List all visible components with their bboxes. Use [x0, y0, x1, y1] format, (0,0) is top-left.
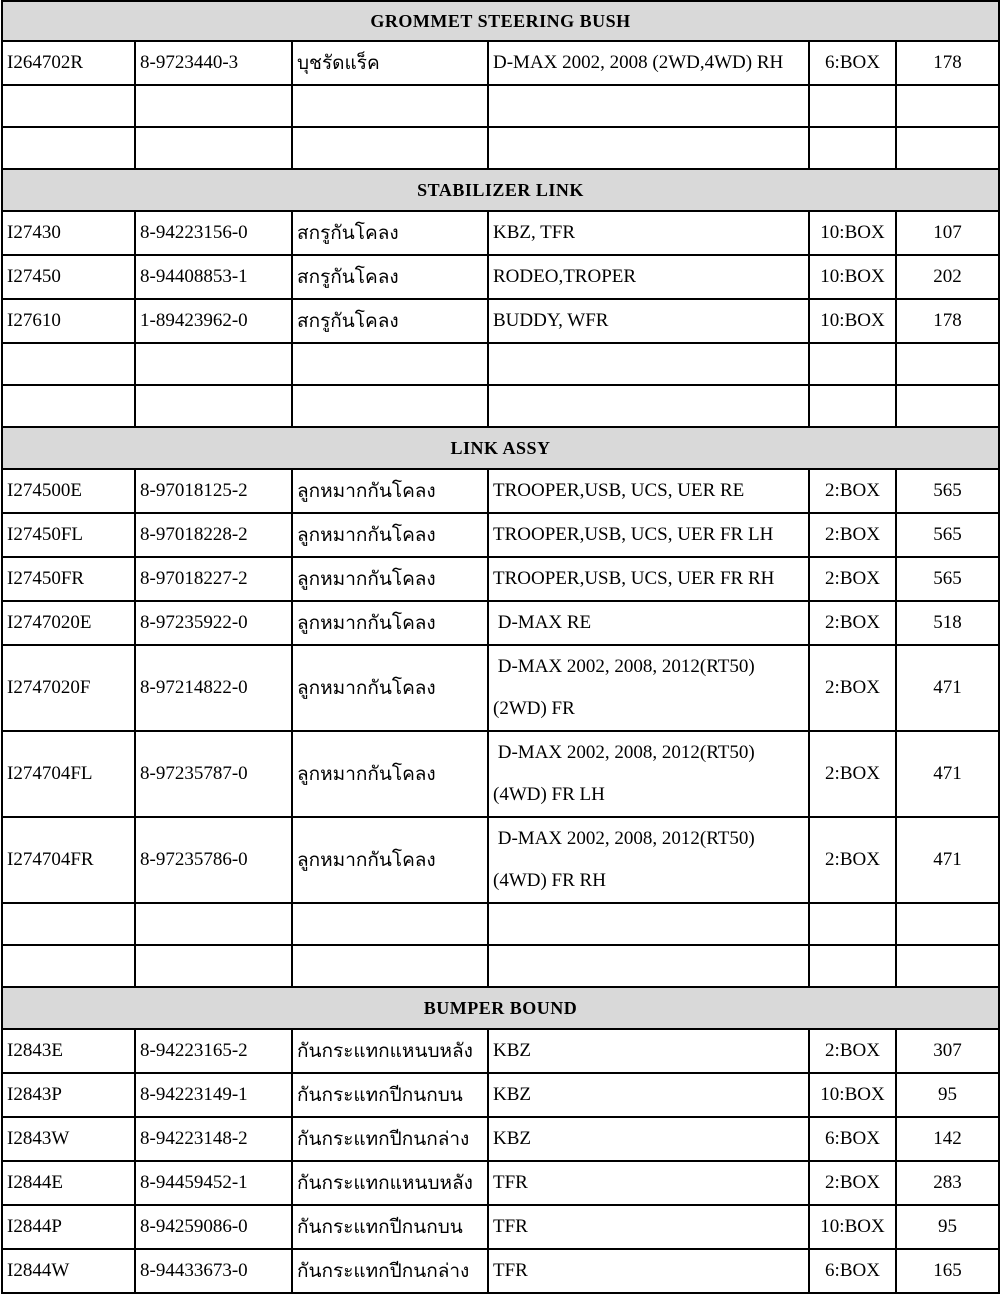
pack-quantity: 10:BOX [809, 211, 896, 255]
part-number [135, 385, 292, 427]
table-row [2, 299, 999, 343]
part-number: 8-94223148-2 [135, 1117, 292, 1161]
part-code [2, 127, 135, 169]
part-code: I2843W [2, 1117, 135, 1161]
pack-quantity [809, 343, 896, 385]
part-name-thai: กันกระแทกปีกนกล่าง [292, 1249, 488, 1293]
part-number: 8-94223149-1 [135, 1073, 292, 1117]
part-name-thai: ลูกหมากกันโคลง [292, 557, 488, 601]
table-row [2, 1205, 999, 1249]
pack-quantity: 2:BOX [809, 557, 896, 601]
section-header-row [2, 1, 999, 41]
part-code: I274500E [2, 469, 135, 513]
table-row [2, 41, 999, 85]
unit-price [896, 343, 999, 385]
pack-quantity: 6:BOX [809, 1117, 896, 1161]
unit-price: 565 [896, 513, 999, 557]
part-number [135, 903, 292, 945]
part-name-thai [292, 343, 488, 385]
part-code: I2843E [2, 1029, 135, 1073]
pack-quantity: 2:BOX [809, 817, 896, 903]
pack-quantity: 2:BOX [809, 731, 896, 817]
part-name-thai [292, 127, 488, 169]
vehicle-model-line: TFR [493, 1216, 528, 1237]
vehicle-model [488, 557, 809, 601]
part-number: 8-94223165-2 [135, 1029, 292, 1073]
pack-quantity: 6:BOX [809, 41, 896, 85]
vehicle-model [488, 513, 809, 557]
unit-price: 107 [896, 211, 999, 255]
part-code: I2844P [2, 1205, 135, 1249]
vehicle-model [488, 211, 809, 255]
part-name-thai: บุชรัดแร็ค [292, 41, 488, 85]
vehicle-model [488, 903, 809, 945]
part-number [135, 343, 292, 385]
unit-price [896, 945, 999, 987]
part-number [135, 945, 292, 987]
unit-price: 283 [896, 1161, 999, 1205]
part-number: 8-97018227-2 [135, 557, 292, 601]
unit-price: 518 [896, 601, 999, 645]
part-name-thai: กันกระแทกปีกนกบน [292, 1073, 488, 1117]
part-number: 8-94459452-1 [135, 1161, 292, 1205]
vehicle-model [488, 255, 809, 299]
part-code [2, 385, 135, 427]
unit-price: 471 [896, 817, 999, 903]
vehicle-model-line: TROOPER,USB, UCS, UER FR LH [493, 524, 774, 545]
part-number: 8-9723440-3 [135, 41, 292, 85]
table-row [2, 731, 999, 817]
pack-quantity [809, 385, 896, 427]
vehicle-model-line: (4WD) FR LH [493, 784, 605, 805]
vehicle-model [488, 385, 809, 427]
pack-quantity [809, 85, 896, 127]
part-number: 8-94408853-1 [135, 255, 292, 299]
table-row [2, 1073, 999, 1117]
part-code: I2747020E [2, 601, 135, 645]
pack-quantity: 6:BOX [809, 1249, 896, 1293]
vehicle-model [488, 945, 809, 987]
part-name-thai [292, 85, 488, 127]
vehicle-model-line: RODEO,TROPER [493, 266, 637, 287]
vehicle-model [488, 1249, 809, 1293]
part-code: I27430 [2, 211, 135, 255]
unit-price: 565 [896, 469, 999, 513]
unit-price [896, 85, 999, 127]
pack-quantity: 2:BOX [809, 645, 896, 731]
part-name-thai: กันกระแทกแหนบหลัง [292, 1161, 488, 1205]
pack-quantity [809, 945, 896, 987]
unit-price: 471 [896, 645, 999, 731]
table-row [2, 343, 999, 385]
part-code [2, 343, 135, 385]
vehicle-model-line: TROOPER,USB, UCS, UER RE [493, 480, 745, 501]
part-name-thai: กันกระแทกแหนบหลัง [292, 1029, 488, 1073]
unit-price [896, 127, 999, 169]
unit-price: 202 [896, 255, 999, 299]
unit-price: 307 [896, 1029, 999, 1073]
part-code: I2843P [2, 1073, 135, 1117]
vehicle-model-line: BUDDY, WFR [493, 310, 609, 331]
table-row [2, 385, 999, 427]
vehicle-model [488, 343, 809, 385]
table-row [2, 1161, 999, 1205]
table-row [2, 255, 999, 299]
pack-quantity: 10:BOX [809, 299, 896, 343]
unit-price: 95 [896, 1073, 999, 1117]
part-number: 8-97018125-2 [135, 469, 292, 513]
table-row [2, 601, 999, 645]
vehicle-model [488, 817, 809, 903]
vehicle-model-line: (4WD) FR RH [493, 870, 606, 891]
vehicle-model [488, 127, 809, 169]
part-name-thai: กันกระแทกปีกนกบน [292, 1205, 488, 1249]
vehicle-model-line: KBZ [493, 1084, 531, 1105]
part-name-thai: ลูกหมากกันโคลง [292, 601, 488, 645]
part-code [2, 85, 135, 127]
part-number: 8-94259086-0 [135, 1205, 292, 1249]
part-number: 8-97235922-0 [135, 601, 292, 645]
part-code: I274704FL [2, 731, 135, 817]
table-row [2, 645, 999, 731]
part-number: 8-94223156-0 [135, 211, 292, 255]
part-code: I264702R [2, 41, 135, 85]
part-name-thai [292, 385, 488, 427]
vehicle-model-line: TFR [493, 1172, 528, 1193]
parts-price-table [1, 0, 1000, 1294]
unit-price [896, 903, 999, 945]
vehicle-model-line: KBZ [493, 1128, 531, 1149]
part-name-thai [292, 903, 488, 945]
part-number: 8-97235787-0 [135, 731, 292, 817]
pack-quantity: 2:BOX [809, 1029, 896, 1073]
part-code: I27450 [2, 255, 135, 299]
section-header-row [2, 169, 999, 211]
unit-price: 178 [896, 299, 999, 343]
unit-price: 165 [896, 1249, 999, 1293]
part-name-thai [292, 945, 488, 987]
table-row [2, 1249, 999, 1293]
table-row [2, 211, 999, 255]
vehicle-model-line: KBZ, TFR [493, 222, 576, 243]
vehicle-model [488, 1161, 809, 1205]
part-name-thai: ลูกหมากกันโคลง [292, 731, 488, 817]
part-number: 1-89423962-0 [135, 299, 292, 343]
part-code: I27450FL [2, 513, 135, 557]
vehicle-model-line: KBZ [493, 1040, 531, 1061]
vehicle-model-line: D-MAX 2002, 2008, 2012(RT50) [493, 656, 755, 677]
section-header-row [2, 427, 999, 469]
section-header-row [2, 987, 999, 1029]
vehicle-model-line: D-MAX 2002, 2008, 2012(RT50) [493, 828, 755, 849]
part-number [135, 127, 292, 169]
vehicle-model [488, 1117, 809, 1161]
vehicle-model-line: D-MAX 2002, 2008, 2012(RT50) [493, 742, 755, 763]
table-row [2, 1029, 999, 1073]
pack-quantity: 10:BOX [809, 1073, 896, 1117]
unit-price: 565 [896, 557, 999, 601]
table-row [2, 1117, 999, 1161]
part-code [2, 945, 135, 987]
part-name-thai: ลูกหมากกันโคลง [292, 469, 488, 513]
part-code: I2844W [2, 1249, 135, 1293]
vehicle-model-line: D-MAX 2002, 2008 (2WD,4WD) RH [493, 52, 784, 73]
part-name-thai: ลูกหมากกันโคลง [292, 645, 488, 731]
vehicle-model-line: TFR [493, 1260, 528, 1281]
vehicle-model [488, 469, 809, 513]
pack-quantity: 10:BOX [809, 1205, 896, 1249]
vehicle-model [488, 731, 809, 817]
pack-quantity: 2:BOX [809, 513, 896, 557]
part-code: I2747020F [2, 645, 135, 731]
pack-quantity: 2:BOX [809, 601, 896, 645]
pack-quantity: 2:BOX [809, 1161, 896, 1205]
vehicle-model [488, 1073, 809, 1117]
unit-price [896, 385, 999, 427]
part-name-thai: สกรูกันโคลง [292, 299, 488, 343]
unit-price: 95 [896, 1205, 999, 1249]
unit-price: 471 [896, 731, 999, 817]
table-row [2, 945, 999, 987]
part-number: 8-97235786-0 [135, 817, 292, 903]
part-number [135, 85, 292, 127]
part-number: 8-97214822-0 [135, 645, 292, 731]
pack-quantity: 10:BOX [809, 255, 896, 299]
part-code: I27610 [2, 299, 135, 343]
vehicle-model [488, 645, 809, 731]
vehicle-model [488, 1205, 809, 1249]
section-title: LINK ASSY [2, 427, 999, 469]
vehicle-model [488, 85, 809, 127]
pack-quantity [809, 903, 896, 945]
part-code: I2844E [2, 1161, 135, 1205]
section-title: BUMPER BOUND [2, 987, 999, 1029]
part-number: 8-94433673-0 [135, 1249, 292, 1293]
table-row [2, 557, 999, 601]
part-name-thai: สกรูกันโคลง [292, 255, 488, 299]
part-name-thai: ลูกหมากกันโคลง [292, 817, 488, 903]
section-title: GROMMET STEERING BUSH [2, 1, 999, 41]
table-row [2, 127, 999, 169]
vehicle-model-line: (2WD) FR [493, 698, 575, 719]
vehicle-model [488, 601, 809, 645]
table-row [2, 817, 999, 903]
unit-price: 178 [896, 41, 999, 85]
vehicle-model-line: D-MAX RE [493, 612, 592, 633]
parts-table-body [2, 1, 999, 1293]
table-row [2, 85, 999, 127]
vehicle-model [488, 1029, 809, 1073]
part-code: I27450FR [2, 557, 135, 601]
section-title: STABILIZER LINK [2, 169, 999, 211]
vehicle-model-line: TROOPER,USB, UCS, UER FR RH [493, 568, 775, 589]
part-name-thai: กันกระแทกปีกนกล่าง [292, 1117, 488, 1161]
part-name-thai: สกรูกันโคลง [292, 211, 488, 255]
part-code: I274704FR [2, 817, 135, 903]
pack-quantity [809, 127, 896, 169]
table-row [2, 903, 999, 945]
unit-price: 142 [896, 1117, 999, 1161]
pack-quantity: 2:BOX [809, 469, 896, 513]
part-number: 8-97018228-2 [135, 513, 292, 557]
part-name-thai: ลูกหมากกันโคลง [292, 513, 488, 557]
vehicle-model [488, 41, 809, 85]
part-code [2, 903, 135, 945]
table-row [2, 469, 999, 513]
table-row [2, 513, 999, 557]
vehicle-model [488, 299, 809, 343]
